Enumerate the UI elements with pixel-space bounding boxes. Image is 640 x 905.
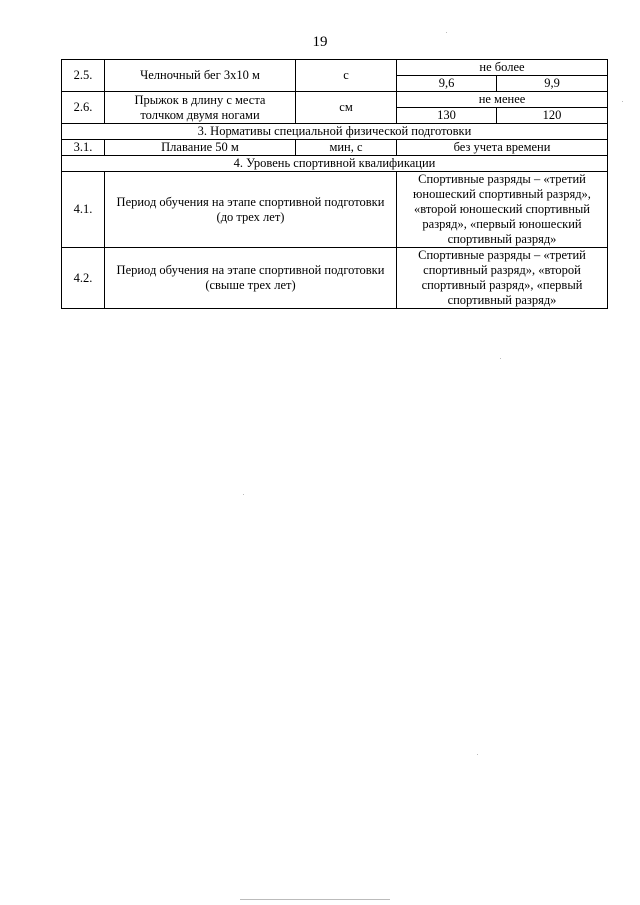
table-row-2-5 bbox=[62, 60, 608, 76]
period-cell: Период обучения на этапе спортивной подготовки (до трех лет) bbox=[105, 172, 397, 248]
scan-speck bbox=[243, 494, 244, 495]
norms-table bbox=[61, 59, 608, 309]
table-row-3-1 bbox=[62, 140, 608, 156]
unit-cell: с bbox=[296, 60, 397, 92]
value-cell: 9,9 bbox=[497, 76, 608, 92]
value-cell: 9,6 bbox=[397, 76, 497, 92]
page-number: 19 bbox=[312, 34, 328, 50]
qualification-cell: Спортивные разряды – «третий юношеский спортивный разряд», «второй юношеский спортивный разряд», «первый юношеский спортивный разряд» bbox=[397, 172, 608, 248]
unit-cell: мин, с bbox=[296, 140, 397, 156]
table-row-4-2 bbox=[62, 248, 608, 309]
value-cell: 130 bbox=[397, 108, 497, 124]
exercise-name-line: толчком двумя ногами bbox=[140, 107, 260, 122]
exercise-name: Плавание 50 м bbox=[105, 140, 296, 156]
value-cell: 120 bbox=[497, 108, 608, 124]
qualification-cell: Спортивные разряды – «третий спортивный разряд», «второй спортивный разряд», «первый спортивный разряд» bbox=[397, 248, 608, 309]
row-number: 2.5. bbox=[62, 60, 105, 92]
scan-speck bbox=[622, 101, 623, 102]
row-number: 3.1. bbox=[62, 140, 105, 156]
scan-speck bbox=[477, 754, 478, 755]
exercise-name bbox=[105, 92, 296, 124]
value-cell: без учета времени bbox=[397, 140, 608, 156]
row-number: 4.2. bbox=[62, 248, 105, 309]
unit-cell: см bbox=[296, 92, 397, 124]
condition-cell: не более bbox=[397, 60, 608, 76]
section-heading: 4. Уровень спортивной квалификации bbox=[62, 156, 608, 172]
scan-speck bbox=[446, 32, 447, 33]
table-row-4-1 bbox=[62, 172, 608, 248]
condition-cell: не менее bbox=[397, 92, 608, 108]
section-row-3 bbox=[62, 124, 608, 140]
scan-edge-line bbox=[240, 899, 390, 900]
period-cell: Период обучения на этапе спортивной подготовки (свыше трех лет) bbox=[105, 248, 397, 309]
exercise-name-line: Прыжок в длину с места bbox=[134, 92, 266, 107]
exercise-name: Челночный бег 3х10 м bbox=[105, 60, 296, 92]
section-row-4 bbox=[62, 156, 608, 172]
section-heading: 3. Нормативы специальной физической подготовки bbox=[62, 124, 608, 140]
row-number: 4.1. bbox=[62, 172, 105, 248]
table-row-2-6 bbox=[62, 92, 608, 108]
scan-speck bbox=[500, 358, 501, 359]
row-number: 2.6. bbox=[62, 92, 105, 124]
